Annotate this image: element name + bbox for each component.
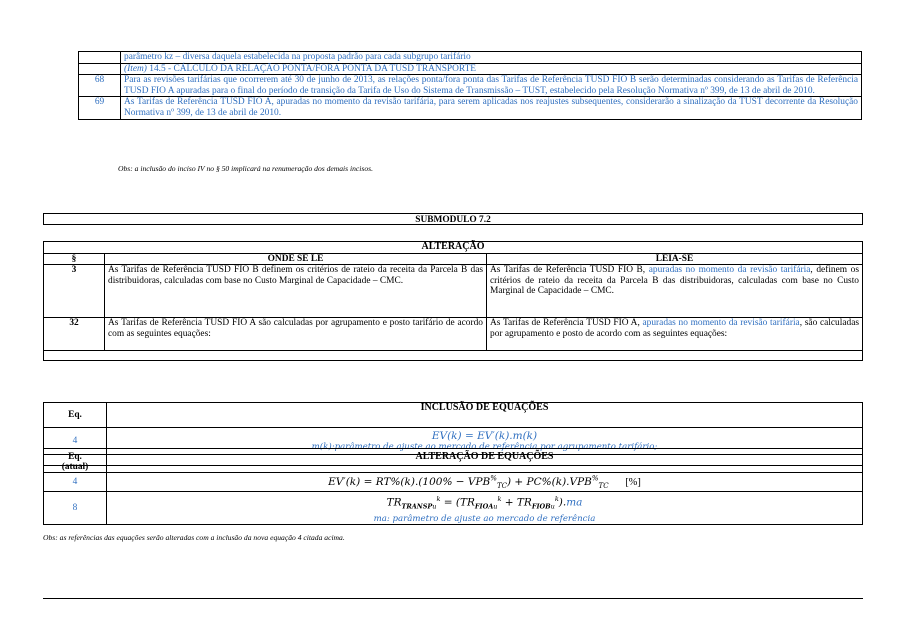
submodule-title: SUBMODULO 7.2 <box>43 213 863 225</box>
leia-text <box>487 318 863 351</box>
item-heading: 14.5 - CÁLCULO DA RELAÇÃO PONTA/FORA PONTA DA TUSD TRANSPORTE <box>146 63 477 74</box>
eq-formula: $TR_{TRANSPu}^k = (TR_{FIOAu}^k + TR_{FIOBu}^k).ma$ <box>386 495 583 511</box>
col-header-section: § <box>44 253 105 265</box>
col-header-leia: LEIA-SE <box>487 253 863 265</box>
table-row <box>44 318 863 351</box>
eq-cell <box>107 473 863 492</box>
section-number: 3 <box>44 265 105 318</box>
eq-number: 4 <box>44 473 107 492</box>
leia-text-highlight: apuradas no momento da revisão tarifária <box>642 318 800 329</box>
spacer-row <box>44 351 863 361</box>
obs-note-2: Obs: as referências das equações serão alteradas com a inclusão da nova equação 4 citada acima. <box>43 533 345 542</box>
col-header-eq-label: Eq. <box>68 452 82 462</box>
col-header-eq <box>44 449 107 473</box>
table-row <box>44 473 863 492</box>
leia-text-part: , são calculadas por agrupamento e posto de acordo com as seguintes equações: <box>490 318 859 339</box>
item-label: (Item) <box>124 63 147 74</box>
table-row <box>79 63 862 75</box>
table-alteracao <box>43 241 863 361</box>
leia-text-part: As Tarifas de Referência TUSD FIO B, <box>490 265 649 276</box>
alteracao-eq-title: ALTERAÇÃO DE EQUAÇÕES <box>107 449 863 473</box>
leia-text-part: As Tarifas de Referência TUSD FIO A, <box>490 318 643 329</box>
row-text: parâmetro kz – diversa daquela estabelecida na proposta padrão para cada subgrupo tarifário <box>121 52 862 64</box>
col-header-eq: Eq. <box>44 403 107 428</box>
eq-number: 8 <box>44 492 107 525</box>
leia-text <box>487 265 863 318</box>
table-row <box>44 492 863 525</box>
table-row <box>79 75 862 97</box>
table-row <box>79 97 862 119</box>
section-number: 32 <box>44 318 105 351</box>
footer-divider <box>43 598 863 599</box>
row-number <box>79 52 121 64</box>
eq-note: m(k):parâmetro de ajuste ao mercado de referência por agrupamento tarifário; <box>311 442 658 452</box>
inclusao-title: INCLUSÃO DE EQUAÇÕES <box>107 403 863 428</box>
col-header-onde: ONDE SE LE <box>105 253 487 265</box>
table-row <box>79 52 862 64</box>
onde-text: As Tarifas de Referência TUSD FIO B definem os critérios de rateio da receita da Parcela B das distribuidoras, calculadas com base no Custo Marginal de Capacidade – CMC. <box>105 265 487 318</box>
eq-cell <box>107 492 863 525</box>
leia-text-highlight: apuradas no momento da revisão tarifária <box>648 265 811 276</box>
eq-note: ma: parâmetro de ajuste ao mercado de referência <box>373 513 596 524</box>
eq-formula: $EV'(k) = RT\%(k).(100\% - VPB^{\%}_{TC}) + PC\%(k).VPB^{\%}_{TC}$ <box>328 474 609 490</box>
alteracao-title: ALTERAÇÃO <box>44 242 863 254</box>
eq-unit: [%] <box>625 476 641 488</box>
obs-note-1: Obs: a inclusão do inciso IV no § 50 implicará na renumeração dos demais incisos. <box>118 164 374 173</box>
eq-number: 4 <box>44 428 107 455</box>
row-text <box>121 63 862 75</box>
onde-text: As Tarifas de Referência TUSD FIO A são calculadas por agrupamento e posto tarifário de acordo com as seguintes equações: <box>105 318 487 351</box>
col-header-eq-sub: (atual) <box>61 462 89 472</box>
row-text: As Tarifas de Referência TUSD FIO A, apuradas no momento da revisão tarifária, para serem aplicadas nos reajustes subsequentes, considerarão a sinalização da TUST decorrente da Resolução Normativa nº 399, de 13 de abril de 2010. <box>121 97 862 119</box>
row-number: 68 <box>79 75 121 97</box>
leia-text-part: , definem os critérios de rateio da receita da Parcela B das distribuidoras, calculadas com base no Custo Marginal de Capacidade – CMC. <box>490 265 859 297</box>
table-revisions <box>78 51 862 120</box>
table-alteracao-equacoes <box>43 448 863 525</box>
table-row <box>44 265 863 318</box>
row-number: 69 <box>79 97 121 119</box>
eq-formula: EV(k) = EV′(k).m(k) <box>431 430 538 442</box>
row-number <box>79 63 121 75</box>
row-text: Para as revisões tarifárias que ocorrerem até 30 de junho de 2013, as relações ponta/fora ponta das Tarifas de Referência TUSD FIO B serão determinadas considerando as Tarifas de Referência TUSD FIO A apuradas para o final do período de transição da Tarifa de Uso do Sistema de Transmissão – TUST, estabelecido pela Resolução Normativa nº 399, de 13 de abril de 2010. <box>121 75 862 97</box>
